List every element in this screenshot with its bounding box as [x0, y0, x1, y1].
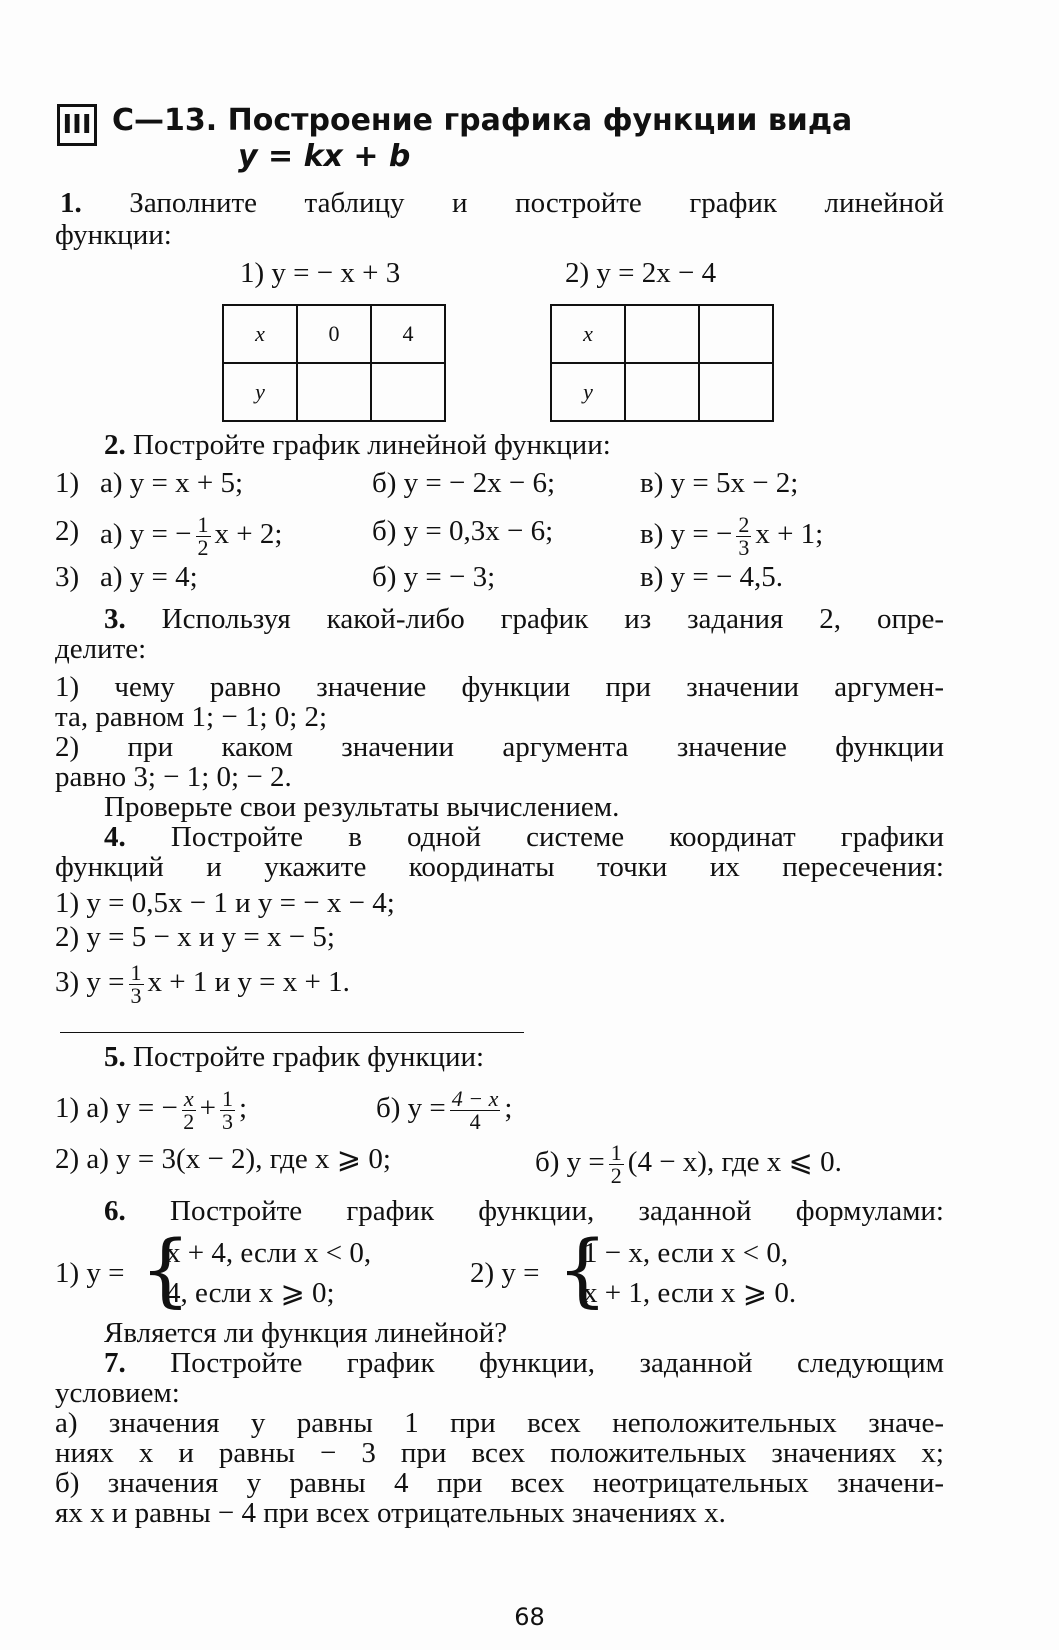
table-cell[interactable] [371, 363, 445, 421]
task5-number: 5. [104, 1041, 126, 1073]
value-table-1 [222, 304, 446, 422]
task2-row2-a [100, 514, 282, 559]
task4-line2: функций и укажите координаты точки их пересечения: [55, 851, 944, 883]
task7-line3: а) значения y равны 1 при всех неположительных значе- [55, 1407, 944, 1439]
task5-heading [104, 1040, 484, 1074]
table-cell[interactable] [699, 305, 773, 363]
formula-part: б) y = [376, 1092, 446, 1125]
fraction-denominator: 4 [469, 1109, 481, 1134]
task6-piecewise2-case1: 1 − x, если x < 0, [583, 1237, 789, 1269]
task2-row1-b: б) y = − 2x − 6; [372, 467, 556, 499]
formula-part: 1) а) y = − [55, 1092, 178, 1125]
task4-item3 [55, 962, 350, 1007]
task7-number: 7. [104, 1347, 126, 1379]
task6-number: 6. [104, 1195, 126, 1227]
fraction [450, 1088, 501, 1133]
fraction [609, 1142, 624, 1187]
fraction [129, 962, 144, 1007]
table-cell: y [551, 363, 625, 421]
task3-line2: делите: [55, 633, 147, 665]
task3-line4: та, равном 1; − 1; 0; 2; [55, 701, 328, 733]
task5-row2-a: 2) а) y = 3(x − 2), где x ⩾ 0; [55, 1143, 391, 1175]
table-cell[interactable]: 4 [371, 305, 445, 363]
section-divider [60, 1032, 524, 1033]
task2-row2-number: 2) [55, 515, 80, 547]
task2-number: 2. [104, 429, 126, 461]
table-cell[interactable] [699, 363, 773, 421]
task6-piecewise1-case1: x + 4, если x < 0, [166, 1237, 372, 1269]
task6-heading [104, 1194, 944, 1228]
task1-function1: 1) y = − x + 3 [240, 257, 401, 289]
task1-number: 1. [60, 187, 82, 219]
task3-number: 3. [104, 603, 126, 635]
fraction-denominator: 2 [610, 1163, 622, 1188]
table-row [223, 363, 445, 421]
task2-text: Постройте график линейной функции: [133, 429, 611, 461]
fraction-numerator: 2 [738, 512, 750, 537]
formula-part: (4 − x), где x ⩽ 0. [627, 1146, 842, 1179]
task2-row1-a: а) y = x + 5; [100, 467, 244, 499]
task1-line1 [60, 186, 944, 220]
task2-row1-c: в) y = 5x − 2; [640, 467, 799, 499]
task7-line6: ях x и равны − 4 при всех отрицательных значениях x. [55, 1497, 726, 1529]
table-cell[interactable] [625, 363, 699, 421]
task2-row2-c [640, 514, 823, 559]
task4-text1: Постройте в одной системе координат графики [170, 821, 944, 853]
formula-part: а) y = − [100, 518, 192, 551]
task4-item2: 2) y = 5 − x и y = x − 5; [55, 921, 335, 953]
task3-text1: Используя какой-либо график из задания 2, опре- [161, 603, 944, 635]
table-cell[interactable]: 0 [297, 305, 371, 363]
fraction-numerator: 1 [197, 512, 209, 537]
task2-row3-number: 3) [55, 561, 80, 593]
formula-part: x + 2; [214, 518, 283, 551]
task2-row3-a: а) y = 4; [100, 561, 198, 593]
task6-piecewise1-lhs: 1) y = [55, 1257, 125, 1289]
task5-row2-b [535, 1142, 842, 1187]
level-badge [57, 104, 97, 146]
formula-part: ; [504, 1092, 513, 1125]
brace-icon: { [140, 1223, 191, 1316]
table-row [551, 363, 773, 421]
table-cell: x [223, 305, 297, 363]
table-row [223, 305, 445, 363]
formula-part: x + 1; [755, 518, 824, 551]
value-table-2 [550, 304, 774, 422]
task5-row1-a [55, 1088, 247, 1133]
table-cell: y [223, 363, 297, 421]
task7-line5: б) значения y равны 4 при всех неотрицательных значени- [55, 1467, 944, 1499]
task5-row1-b [376, 1088, 512, 1133]
task6-piecewise2-case2: x + 1, если x ⩾ 0. [583, 1277, 797, 1309]
table-cell: x [551, 305, 625, 363]
level-badge-text: III [62, 110, 92, 140]
table-cell[interactable] [297, 363, 371, 421]
table-row [551, 305, 773, 363]
task4-item1: 1) y = 0,5x − 1 и y = − x − 4; [55, 887, 395, 919]
fraction-numerator: 4 − x [451, 1086, 499, 1111]
fraction-numerator: 1 [610, 1140, 622, 1165]
task1-function2: 2) y = 2x − 4 [565, 257, 717, 289]
task7-line2: условием: [55, 1377, 180, 1409]
task5-text: Постройте график функции: [133, 1041, 485, 1073]
task3-line3: 1) чему равно значение функции при значении аргумен- [55, 671, 944, 703]
task4-line1 [104, 820, 944, 854]
task2-row1-number: 1) [55, 467, 80, 499]
section-title-formula: y = kx + b [238, 139, 411, 174]
fraction [196, 514, 211, 559]
table-cell[interactable] [625, 305, 699, 363]
task2-row2-b: б) y = 0,3x − 6; [372, 515, 554, 547]
brace-icon: { [557, 1223, 608, 1316]
task7-text1: Постройте график функции, заданной следующим [170, 1347, 944, 1379]
fraction-denominator: 2 [183, 1109, 195, 1134]
task4-number: 4. [104, 821, 126, 853]
task6-text: Постройте график функции, заданной формулами: [170, 1195, 944, 1227]
task3-line6: равно 3; − 1; 0; − 2. [55, 761, 292, 793]
formula-part: в) y = − [640, 518, 733, 551]
task2-row3-c: в) y = − 4,5. [640, 561, 784, 593]
fraction-numerator: x [183, 1086, 194, 1111]
task6-question: Является ли функция линейной? [104, 1317, 508, 1349]
fraction-numerator: 1 [222, 1086, 234, 1111]
task6-piecewise2-lhs: 2) y = [470, 1257, 540, 1289]
formula-part: x + 1 и y = x + 1. [147, 966, 350, 999]
formula-part: ; [239, 1092, 248, 1125]
fraction [736, 514, 751, 559]
formula-part: 3) y = [55, 966, 125, 999]
task3-line7: Проверьте свои результаты вычислением. [104, 791, 620, 823]
task7-line4: ниях x и равны − 3 при всех положительных значениях x; [55, 1437, 944, 1469]
task1-text2: функции: [55, 219, 172, 251]
task6-piecewise1-case2: 4, если x ⩾ 0; [166, 1277, 335, 1309]
fraction-denominator: 3 [130, 983, 142, 1008]
formula-part: + [199, 1092, 217, 1125]
task2-heading [104, 428, 611, 462]
fraction-denominator: 3 [222, 1109, 234, 1134]
task7-line1 [104, 1346, 944, 1380]
task2-row3-b: б) y = − 3; [372, 561, 496, 593]
task1-text1: Заполните таблицу и постройте график линейной [129, 187, 945, 219]
task3-line1 [104, 602, 944, 636]
formula-part: б) y = [535, 1146, 605, 1179]
task3-line5: 2) при каком значении аргумента значение функции [55, 731, 944, 763]
fraction-denominator: 2 [197, 535, 209, 560]
fraction-denominator: 3 [738, 535, 750, 560]
fraction [220, 1088, 235, 1133]
page-number: 68 [514, 1603, 545, 1631]
section-title: С—13. Построение графика функции вида [112, 103, 853, 138]
fraction [182, 1088, 196, 1133]
fraction-numerator: 1 [130, 960, 142, 985]
